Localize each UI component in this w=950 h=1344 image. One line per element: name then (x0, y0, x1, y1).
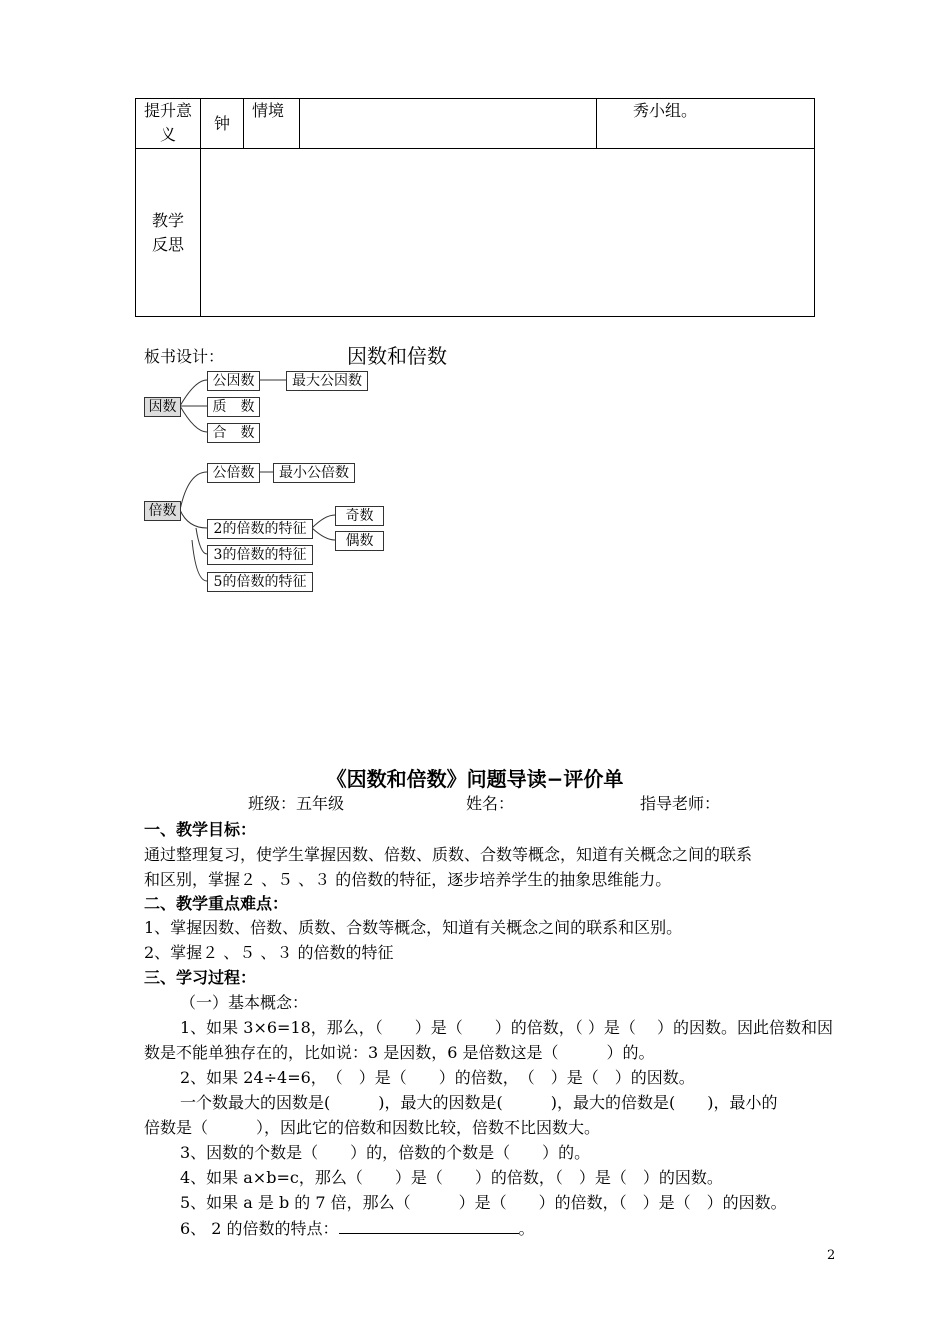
factor-root: 因数 (144, 397, 181, 417)
s1-line1: 通过整理复习，使学生掌握因数、倍数、质数、合数等概念，知道有关概念之间的联系 (144, 845, 753, 864)
q1-line2: 数是不能单独存在的，比如说：3 是因数，6 是倍数这是（ ）的。 (144, 1043, 655, 1062)
q6-suffix: 。 (518, 1219, 535, 1238)
q2b-line2: 倍数是（ ），因此它的倍数和因数比较，倍数不比因数大。 (144, 1118, 601, 1137)
subsection-basic: （一）基本概念： (180, 993, 309, 1012)
class-label: 班级：五年级 (248, 794, 345, 813)
cell-context: 情境 (244, 99, 300, 149)
q6 (180, 1219, 535, 1239)
worksheet-title: 《因数和倍数》问题导读−评价单 (326, 767, 624, 791)
feature-2-box: 2的倍数的特征 (207, 519, 313, 539)
cell-minute: 钟 (201, 99, 244, 149)
feature-5-box: 5的倍数的特征 (207, 572, 313, 592)
q2: 2、如果 24÷4=6， （ ）是（ ）的倍数， （ ）是（ ）的因数。 (180, 1068, 695, 1087)
q6-answer-blank[interactable] (339, 1219, 519, 1234)
q1-line1: 1、如果 3×6=18，那么，（ ）是（ ）的倍数，（ ）是（ ）的因数。因此倍数和因 (180, 1018, 833, 1037)
q3: 3、因数的个数是（ ）的，倍数的个数是（ ）的。 (180, 1143, 591, 1162)
board-label: 板书设计： (144, 347, 225, 366)
q2b-line1: 一个数最大的因数是( )，最大的因数是( )，最大的倍数是( )，最小的 (180, 1093, 778, 1112)
s2-line1: 1、掌握因数、倍数、质数、合数等概念，知道有关概念之间的联系和区别。 (144, 918, 683, 937)
cell-label: 提升意义 (136, 99, 201, 149)
s2-line2: 2、掌握２ 、５ 、３ 的倍数的特征 (144, 943, 394, 962)
cell-group: 秀小组。 (597, 99, 815, 149)
q6-prefix: 6、 2 的倍数的特点： (180, 1219, 339, 1238)
composite-box: 合 数 (207, 423, 260, 443)
lcm-box: 最小公倍数 (273, 463, 355, 483)
even-box: 偶数 (335, 531, 384, 551)
section-2-heading: 二、教学重点难点： (144, 894, 289, 913)
prime-box: 质 数 (207, 397, 260, 417)
multiple-root: 倍数 (144, 501, 181, 521)
odd-box: 奇数 (335, 506, 384, 526)
section-1-heading: 一、教学目标： (144, 820, 257, 839)
page-number: 2 (827, 1248, 836, 1263)
common-multiple-box: 公倍数 (207, 463, 260, 483)
section-3-heading: 三、学习过程： (144, 968, 257, 987)
common-factor-box: 公因数 (207, 371, 260, 391)
feature-3-box: 3的倍数的特征 (207, 545, 313, 565)
q4: 4、如果 a×b=c，那么（ ）是（ ）的倍数，（ ）是（ ）的因数。 (180, 1168, 723, 1187)
gcf-box: 最大公因数 (286, 371, 368, 391)
s1-line2: 和区别，掌握２ 、５ 、３ 的倍数的特征，逐步培养学生的抽象思维能力。 (144, 870, 672, 889)
q5: 5、如果 a 是 b 的 7 倍，那么（ ）是（ ）的倍数，（ ）是（ ）的因数。 (180, 1193, 787, 1212)
teacher-label: 指导老师： (640, 794, 721, 813)
name-label: 姓名： (466, 794, 515, 813)
board-title: 因数和倍数 (347, 344, 447, 368)
reflection-label: 教学反思 (136, 149, 201, 317)
